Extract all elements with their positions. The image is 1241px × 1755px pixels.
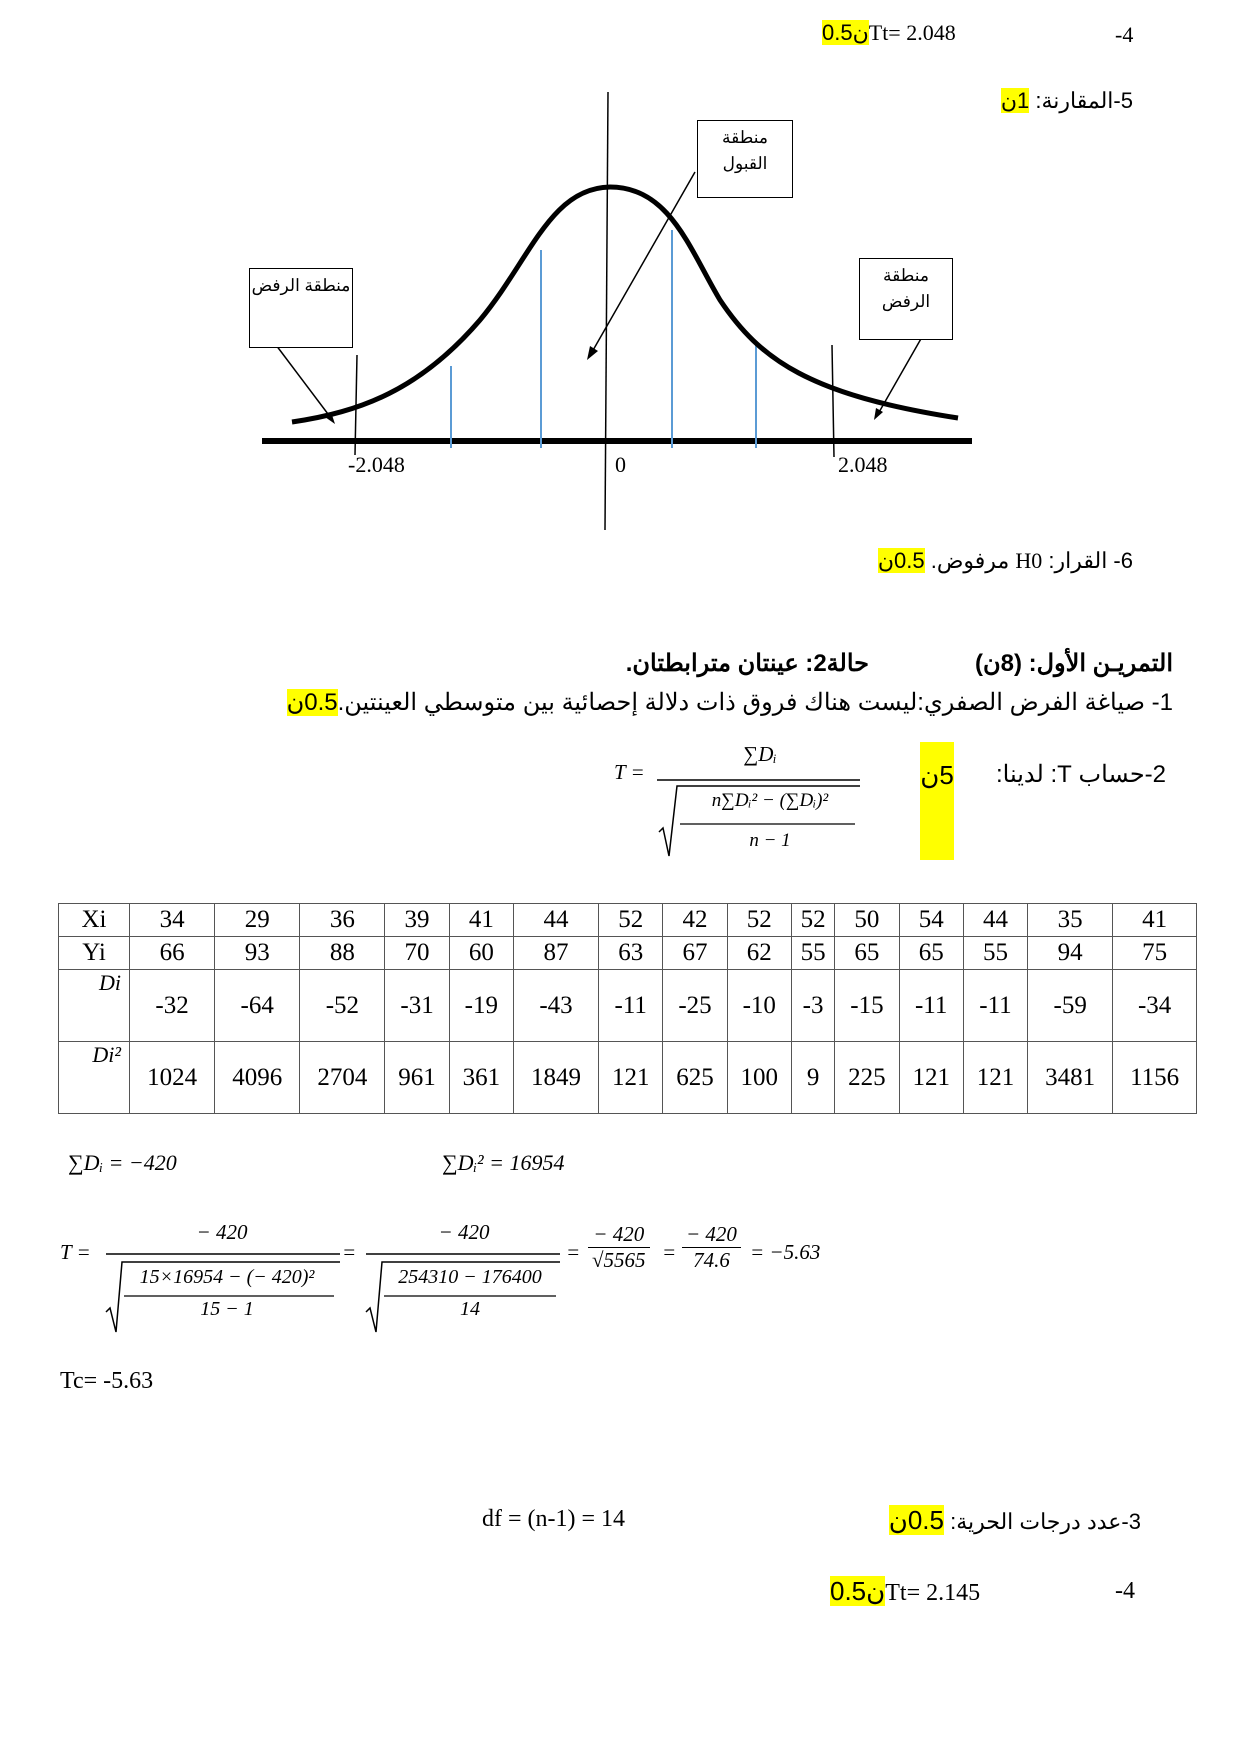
table-cell-xi: 54 [899, 904, 963, 937]
reject-region-box-right: منطقة الرفض [859, 258, 953, 340]
table-cell-yi: 70 [385, 937, 449, 970]
table-cell-xi: 52 [599, 904, 663, 937]
table-cell-xi: 29 [215, 904, 300, 937]
calc-f3-num: − 420 [593, 1222, 645, 1246]
table-cell-di: -59 [1028, 970, 1113, 1042]
calc-eq-1: = [342, 1240, 357, 1264]
table-cell-di: -31 [385, 970, 449, 1042]
table-cell-xi: 41 [1113, 904, 1197, 937]
item5-score: 1ن [1000, 88, 1030, 113]
reject-arrowhead-right [874, 408, 883, 420]
table-header-xi: Xi [59, 904, 130, 937]
sum-di: ∑Dᵢ = −420 [68, 1150, 177, 1175]
table-cell-di2: 121 [899, 1042, 963, 1114]
calc-f4 [682, 1222, 741, 1273]
table-cell-di2: 2704 [300, 1042, 385, 1114]
step2-text: 2-حساب T: لدينا: [996, 761, 1166, 788]
step3-label: 3-عدد درجات الحرية: [950, 1509, 1141, 1534]
table-cell-yi: 94 [1028, 937, 1113, 970]
table-cell-xi: 44 [513, 904, 598, 937]
table-cell-di2: 225 [835, 1042, 899, 1114]
table-cell-yi: 67 [663, 937, 727, 970]
table-cell-di2: 3481 [1028, 1042, 1113, 1114]
formula-den-bot: n − 1 [749, 830, 791, 851]
calc-eq-2: = [566, 1240, 581, 1264]
calc-f2-den-bot: 14 [460, 1298, 480, 1320]
table-cell-di2: 100 [727, 1042, 791, 1114]
calc-f1-sqrt [104, 1250, 344, 1336]
table-cell-di2: 1156 [1113, 1042, 1197, 1114]
table-cell-di: -15 [835, 970, 899, 1042]
item6-word: مرفوض. [930, 548, 1010, 573]
table-cell-di2: 121 [963, 1042, 1027, 1114]
table-cell-di2: 625 [663, 1042, 727, 1114]
step3-df: df = (n-1) = 14 [482, 1506, 626, 1532]
calc-lhs: T = [60, 1240, 91, 1264]
item4-number: -4 [1115, 22, 1134, 47]
table-cell-xi: 34 [130, 904, 215, 937]
tick-left: -2.048 [348, 452, 405, 477]
reject-region-box-left: منطقة الرفض [249, 268, 353, 348]
table-cell-xi: 52 [727, 904, 791, 937]
table-cell-xi: 42 [663, 904, 727, 937]
table-cell-yi: 55 [963, 937, 1027, 970]
step4-line [830, 1576, 980, 1607]
item6-h0: H0 [1015, 548, 1043, 573]
table-cell-yi: 87 [513, 937, 598, 970]
table-cell-di: -34 [1113, 970, 1197, 1042]
table-cell-xi: 44 [963, 904, 1027, 937]
reject-arrow-left [276, 345, 331, 418]
table-cell-yi: 93 [215, 937, 300, 970]
table-cell-di2: 1024 [130, 1042, 215, 1114]
table-cell-di: -11 [963, 970, 1027, 1042]
table-cell-di: -19 [449, 970, 513, 1042]
table-header-di: Di [59, 970, 130, 1042]
item4-tt: Tt= 2.048 [868, 20, 956, 45]
table-cell-yi: 60 [449, 937, 513, 970]
table-cell-xi: 35 [1028, 904, 1113, 937]
step1-score: 0.5ن [286, 689, 338, 716]
center-line [605, 92, 608, 530]
calc-result: = −5.63 [750, 1240, 821, 1264]
sum-di2: ∑Dᵢ² = 16954 [442, 1150, 565, 1175]
table-cell-di: -52 [300, 970, 385, 1042]
table-cell-di2: 9 [791, 1042, 834, 1114]
item6-line [878, 548, 1133, 574]
table-cell-di2: 361 [449, 1042, 513, 1114]
table-header-di2: Di² [59, 1042, 130, 1114]
data-table [58, 903, 1197, 1114]
tick-right: 2.048 [838, 452, 888, 477]
tick-zero: 0 [615, 452, 626, 477]
step1-line [287, 688, 1173, 717]
calc-f3-den: √5565 [588, 1247, 650, 1273]
table-cell-yi: 88 [300, 937, 385, 970]
step4-score: 0.5ن [830, 1576, 886, 1606]
reject-arrow-right [878, 337, 922, 414]
table-cell-xi: 36 [300, 904, 385, 937]
table-cell-di: -11 [899, 970, 963, 1042]
step1-text: 1- صياغة الفرض الصفري:ليست هناك فروق ذات دلالة إحصائية بين متوسطي العينتين. [337, 689, 1173, 716]
table-cell-yi: 65 [899, 937, 963, 970]
table-row-di2 [59, 1042, 1197, 1114]
table-cell-di2: 4096 [215, 1042, 300, 1114]
calc-f1-den-top: 15×16954 − (− 420)² [139, 1266, 315, 1288]
calc-f4-num: − 420 [686, 1222, 737, 1246]
table-header-yi: Yi [59, 937, 130, 970]
table-cell-di: -3 [791, 970, 834, 1042]
table-cell-di2: 1849 [513, 1042, 598, 1114]
table-cell-di: -11 [599, 970, 663, 1042]
exercise-case: حالة2: عينتان مترابطتان. [625, 650, 869, 677]
table-cell-di: -43 [513, 970, 598, 1042]
table-cell-di: -25 [663, 970, 727, 1042]
formula-num: ∑Dᵢ [743, 742, 777, 766]
item6-label: 6- القرار: [1048, 548, 1133, 573]
table-cell-yi: 75 [1113, 937, 1197, 970]
accept-region-box: منطقة القبول [697, 120, 793, 198]
table-cell-yi: 65 [835, 937, 899, 970]
calc-f4-den: 74.6 [682, 1247, 741, 1273]
table-cell-xi: 39 [385, 904, 449, 937]
step4-tt: Tt= 2.145 [885, 1580, 981, 1606]
step4-number: -4 [1115, 1578, 1135, 1604]
calc-f2-den-top: 254310 − 176400 [398, 1266, 542, 1288]
table-row-xi [59, 904, 1197, 937]
table-cell-xi: 50 [835, 904, 899, 937]
exercise-title: التمريـن الأول: (8ن) [974, 650, 1173, 677]
formula-lhs: T = [614, 760, 645, 784]
table-cell-yi: 63 [599, 937, 663, 970]
step3-score: 0.5ن [888, 1505, 944, 1535]
calc-f2-sqrt [364, 1250, 564, 1336]
table-cell-di2: 121 [599, 1042, 663, 1114]
table-cell-di2: 961 [385, 1042, 449, 1114]
step2-score: 5ن [920, 760, 954, 790]
table-cell-xi: 41 [449, 904, 513, 937]
formula-den-top: n∑Dᵢ² − (∑Dᵢ)² [711, 790, 829, 811]
calc-f1-den-bot: 15 − 1 [200, 1298, 254, 1320]
tc-value: Tc= -5.63 [60, 1368, 154, 1394]
calc-eq-3: = [662, 1240, 677, 1264]
calc-f1-num: − 420 [196, 1220, 248, 1244]
table-cell-yi: 66 [130, 937, 215, 970]
table-cell-di: -64 [215, 970, 300, 1042]
table-cell-yi: 55 [791, 937, 834, 970]
item5-label: 5-المقارنة: [1035, 88, 1133, 113]
item6-score: 0.5ن [877, 548, 925, 573]
table-row-yi [59, 937, 1197, 970]
table-cell-di: -32 [130, 970, 215, 1042]
calc-f3 [588, 1222, 650, 1273]
table-row-di [59, 970, 1197, 1042]
step3-line [889, 1505, 1141, 1536]
table-cell-di: -10 [727, 970, 791, 1042]
calc-f2-num: − 420 [438, 1220, 490, 1244]
table-cell-xi: 52 [791, 904, 834, 937]
accept-arrowhead [587, 346, 598, 360]
item4-score: 0.5ن [822, 20, 869, 45]
table-cell-yi: 62 [727, 937, 791, 970]
